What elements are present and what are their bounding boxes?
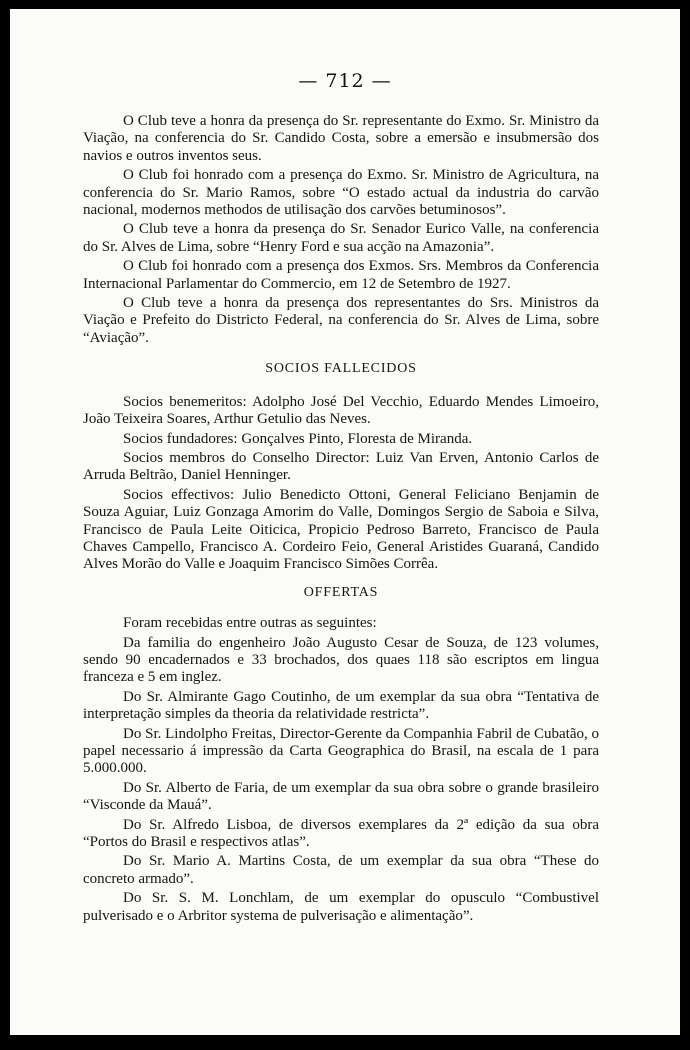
paragraph: Socios membros do Conselho Director: Luiz Van Erven, Antonio Carlos de Arruda Beltrão, Daniel Henninger.	[83, 449, 599, 484]
paragraph: O Club foi honrado com a presença do Exmo. Sr. Ministro de Agricultura, na conferencia do Sr. Mario Ramos, sobre “O estado actual da industria do carvão nacional, modernos methodos de utilisação dos carvões betuminosos”.	[83, 167, 599, 219]
paragraph: Do Sr. Mario A. Martins Costa, de um exemplar da sua obra “These do concreto armado”.	[83, 853, 599, 887]
section-heading-offers: OFFERTAS	[303, 584, 379, 600]
paragraph: Foram recebidas entre outras as seguintes:	[123, 615, 377, 632]
deceased-section	[83, 394, 599, 574]
paragraph: O Club teve a honra da presença dos representantes do Srs. Ministros da Viação e Prefeito do Districto Federal, na conferencia do Sr. Alves de Lima, sobre “Aviação”.	[83, 295, 599, 346]
paragraph: Do Sr. Alberto de Faria, de um exemplar da sua obra sobre o grande brasileiro “Visconde da Mauá”.	[83, 779, 599, 814]
paragraph: Do Sr. S. M. Lonchlam, de um exemplar do opusculo “Combustivel pulverisado e o Arbritor systema de pulverisação e alimentação”.	[83, 890, 599, 924]
paragraph: Socios benemeritos: Adolpho José Del Vecchio, Eduardo Mendes Limoeiro, João Teixeira Soares, Arthur Getulio das Neves.	[83, 393, 599, 428]
paragraph: Do Sr. Almirante Gago Coutinho, de um exemplar da sua obra “Tentativa de interpretação simples da theoria da relatividade restricta”.	[83, 688, 599, 723]
page-body	[83, 113, 599, 927]
paragraph: Da familia do engenheiro João Augusto Cesar de Souza, de 123 volumes, sendo 90 encadernados e 33 brochados, dos quaes 118 são escriptos em lingua franceza e 5 em inglez.	[83, 634, 599, 686]
paragraph: O Club foi honrado com a presença dos Exmos. Srs. Membros da Conferencia Internacional Parlamentar do Commercio, em 12 de Setembro de 1927.	[83, 258, 599, 292]
paragraph: Do Sr. Lindolpho Freitas, Director-Gerente da Companhia Fabril de Cubatão, o papel necessario á impressão da Carta Geographica do Brasil, na escala de 1 para 5.000.000.	[83, 725, 599, 777]
paragraph: O Club teve a honra da presença do Sr. representante do Exmo. Sr. Ministro da Viação, na conferencia do Sr. Candido Costa, sobre a emersão e insubmersão dos navios e outros inventos seus.	[83, 113, 599, 164]
events-section	[83, 113, 599, 347]
paragraph: Socios effectivos: Julio Benedicto Ottoni, General Feliciano Benjamin de Souza Aguiar, Luiz Gonzaga Amorim do Valle, Domingos Sergio de Saboia e Silva, Francisco de Paula Leite Oiticica, Propicio Pedroso Barreto, Francisco de Paula Chaves Campello, Francisco A. Cordeiro Feio, General Aristides Guaraná, Candido Alves Morão do Valle e Joaquim Francisco Simões Corrêa.	[83, 486, 599, 573]
section-heading-deceased: SOCIOS FALLECIDOS	[265, 361, 417, 377]
paragraph: Do Sr. Alfredo Lisboa, de diversos exemplares da 2ª edição da sua obra “Portos do Brasil e respectivos atlas”.	[83, 816, 599, 851]
document-page	[10, 9, 680, 1035]
paragraph: Socios fundadores: Gonçalves Pinto, Floresta de Miranda.	[123, 430, 473, 447]
paragraph: O Club teve a honra da presença do Sr. Senador Eurico Valle, na conferencia do Sr. Alves de Lima, sobre “Henry Ford e sua acção na Amazonia”.	[83, 221, 599, 255]
offers-section	[83, 615, 599, 925]
page-number: — 712 —	[298, 70, 392, 92]
